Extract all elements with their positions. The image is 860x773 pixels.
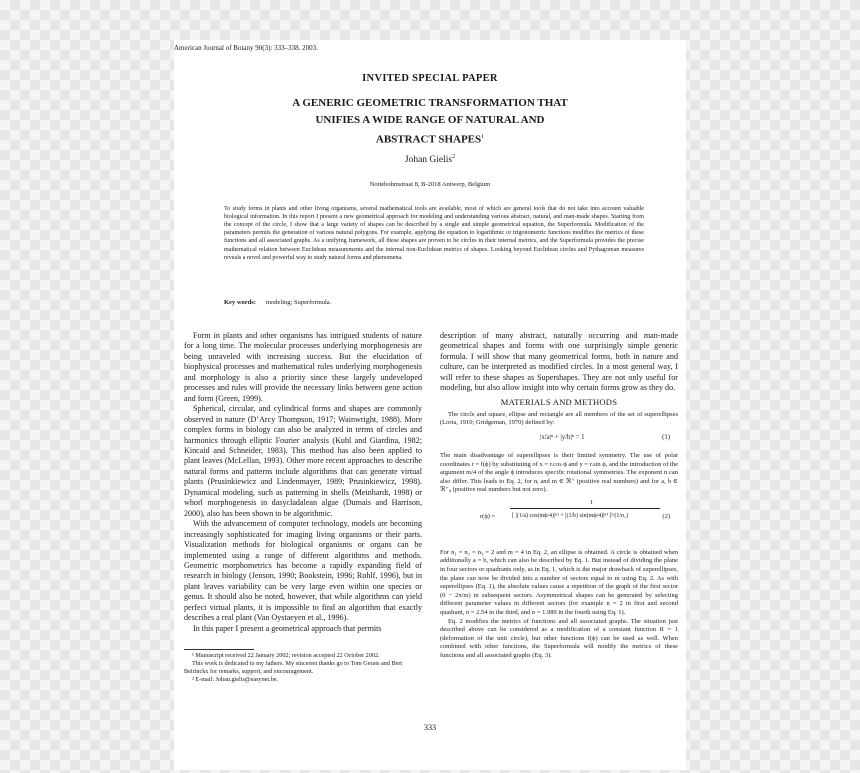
footnote-3: ² E-mail: Johan.gielis@easynet.be. [192, 675, 279, 683]
body-paragraph-2: Spherical, circular, and cylindrical forms and shapes are commonly observed in nature (D’Arcy Thompson, 1917; Wainwright, 1988). More complex forms in biology can also be analyzed in terms of circles and harmonics through elliptic Fourier analysis (Kuhl and Giardina, 1982; Kincaid and Schneider, 1983). This method has also been applied to plant leaves (McLellan, 1993). Other more recent approaches to describe natural forms and patterns include algorithms that can generate virtual plants (Prusinkiewicz and Lindenmayer, 1989; Prusinkiewicz, 1998). Dynamical modeling, such as patterning in shells (Meinhardt, 1998) or whorl morphogenesis in dasycladalean algae (Dumais and Harrison, 2000), also has been shown to be algorithmic. [184, 404, 422, 518]
page-number: 333 [423, 723, 437, 732]
materials-paragraph-2: The main disadvantage of superellipses is their limited symmetry. The use of polar coordinates r = f(ϕ) by substituting of x = r.cos ϕ and y = r.sin ϕ, and the introduction of the argument m/4 of the angle ϕ introduces specific rotational symmetries. The exponent n can also differ. This leads to Eq. 2, for nᵢ and m ∈ ℜ⁺ (positive real numbers) and for a, b ∈ ℜ⁺₀ (positive real numbers but not zero). [440, 451, 678, 494]
footnote-1: ¹ Manuscript received 22 January 2002; revision accepted 22 October 2002. [192, 652, 380, 659]
keywords: modeling; Superformula. [265, 299, 332, 306]
materials-paragraph-3: For n₁ = n₂ = n₃ = 2 and m = 4 in Eq. 2, an ellipse is obtained. A circle is obtained when additionally a = b, which can also be described by Eq. 1. But instead of dividing the plane in four sectors or quadrants only, as in Eq. 1, which is the major drawback of superellipses, the plane can now be divided into a number of sectors equal to m using Eq. 2. As with superellipses (Eq. 1), the absolute values cause a repetition of the graph of the first sector (0 − 2π/m) in subsequent sectors. Asymmetrical shapes can be generated by selecting different parameter values in different sectors (for example n = 2 in first and second quadrant, n = 2.54 in the third, and n = 1.989 in the fourth using Eq. 1). [440, 548, 678, 617]
equation-1 [440, 432, 678, 446]
section-label: INVITED SPECIAL PAPER [362, 73, 498, 84]
keywords-label: Key words: [224, 299, 256, 306]
materials-paragraph-4: Eq. 2 modifies the metrics of functions and all associated graphs. The situation just described above can be considered as a modification of a constant function R = 1 (deformation of the unit circle), but other functions f(ϕ) can be used as well. When combined with other functions, the Superformula will modify the metrics of these functions and all associated graphs (Eq. 3). [440, 617, 678, 659]
footnote-rule [184, 649, 254, 650]
body-paragraph-1: Form in plants and other organisms has intrigued students of nature for a long time. The molecular processes underlying morphogenesis are being unraveled with increasing success. But the elucidation of biophysical processes and mathematical rules underlying morphogenesis and morphology is also a priority since these largely undeveloped processes and rules will provide the necessary links between gene action and form (Green, 1999). [184, 331, 422, 403]
footnotes [184, 652, 422, 684]
title-line-1: A GENERIC GEOMETRIC TRANSFORMATION THAT [292, 97, 568, 109]
equation-2 [440, 499, 678, 543]
equation-1-expression: |x/a|ⁿ + |y/b|ⁿ = 1 [540, 433, 585, 441]
equation-2-fraction-bar [510, 508, 660, 509]
author-name: Johan Gielis [404, 155, 453, 166]
right-column [440, 331, 678, 661]
author-footnote-mark: 2 [452, 154, 456, 160]
abstract: To study forms in plants and other living organisms, several mathematical tools are available, most of which are general tools that do not take into account valuable biological information. In this report I present a new geometrical approach for modeling and understanding various abstract, natural, and man-made shapes. Starting from the concept of the circle, I show that a large variety of shapes can be described by a single and simple geometrical equation, the Superformula. Modification of the parameters permits the generation of various natural polygons. For example, applying the equation to logarithmic or trigonometric functions modifies the metrics of these functions and all associated graphs. As a unifying framework, all these shapes are proven to be circles in their internal metrics, and the Superformula provides the precise mathematical relation between Euclidean measurements and the internal non-Euclidean metrics of shapes. Looking beyond Euclidean circles and Pythagorean measures reveals a novel and powerful way to study natural forms and phenomena. [224, 206, 644, 261]
body-paragraph-3: With the advancement of computer technology, models are becoming increasingly sophisticated for imaging living organisms or their parts. Visualization methods for biological organisms or organs can be implemented using a range of different algorithms and methods. Geometric morphometrics has become a rapidly expanding field of research in biology (Jenson, 1990; Bookstein, 1996; Rohlf, 1996), but in plant leaves variability can be very large even within one species or genus. It should also be noted, however, that while algorithms can yield perfect virtual plants, it is impossible to find an algorithm that exactly describes a real plant (Van Oystaeyen et al., 1996). [184, 519, 422, 623]
author-line [174, 154, 686, 165]
equation-2-denominator: [ |(1/a) cos(mϕ/4)|ⁿ² + |(1/b) sin(mϕ/4)|ⁿ³ ]^(1/n₁) [512, 512, 629, 519]
title-footnote-mark: 1 [481, 134, 485, 140]
equation-2-number: (2) [662, 512, 670, 520]
equation-2-numerator: 1 [590, 498, 594, 506]
body-paragraph-4: In this paper I present a geometrical approach that permits [193, 623, 382, 633]
author-address: Nottebohmstraat 8, B-2018 Antwerp, Belgium [369, 181, 491, 188]
paper-page [174, 40, 686, 770]
right-intro-paragraph: description of many abstract, naturally occurring and man-made geometrical shapes and forms with one surprisingly simple generic formula. I will show that many geometrical forms, both in nature and culture, can be interpreted as modified circles. In a most general way, I will refer to these shapes as Supershapes. They are not only useful for modeling, but also allow insight into why certain forms grow as they do. [440, 331, 678, 393]
equation-1-number: (1) [662, 433, 670, 441]
left-column [184, 331, 422, 634]
keywords-line [224, 299, 331, 306]
journal-header: American Journal of Botany 90(3): 333–338. 2003. [174, 44, 318, 52]
title-line-2: UNIFIES A WIDE RANGE OF NATURAL AND [315, 114, 545, 126]
footnote-2: This work is dedicated to my fathers. My sincerest thanks go to Tom Gerats and Bert Beirinckx for remarks, support, and encouragement. [184, 659, 403, 675]
materials-heading: MATERIALS AND METHODS [500, 396, 618, 407]
equation-2-lhs: r(ϕ) = [480, 512, 496, 520]
paper-title [174, 95, 686, 149]
title-line-3: ABSTRACT SHAPES [375, 133, 482, 146]
materials-paragraph-1: The circle and square, ellipse and rectangle are all members of the set of superellipses (Loria, 1910; Gridgeman, 1970) defined by: [440, 410, 678, 427]
